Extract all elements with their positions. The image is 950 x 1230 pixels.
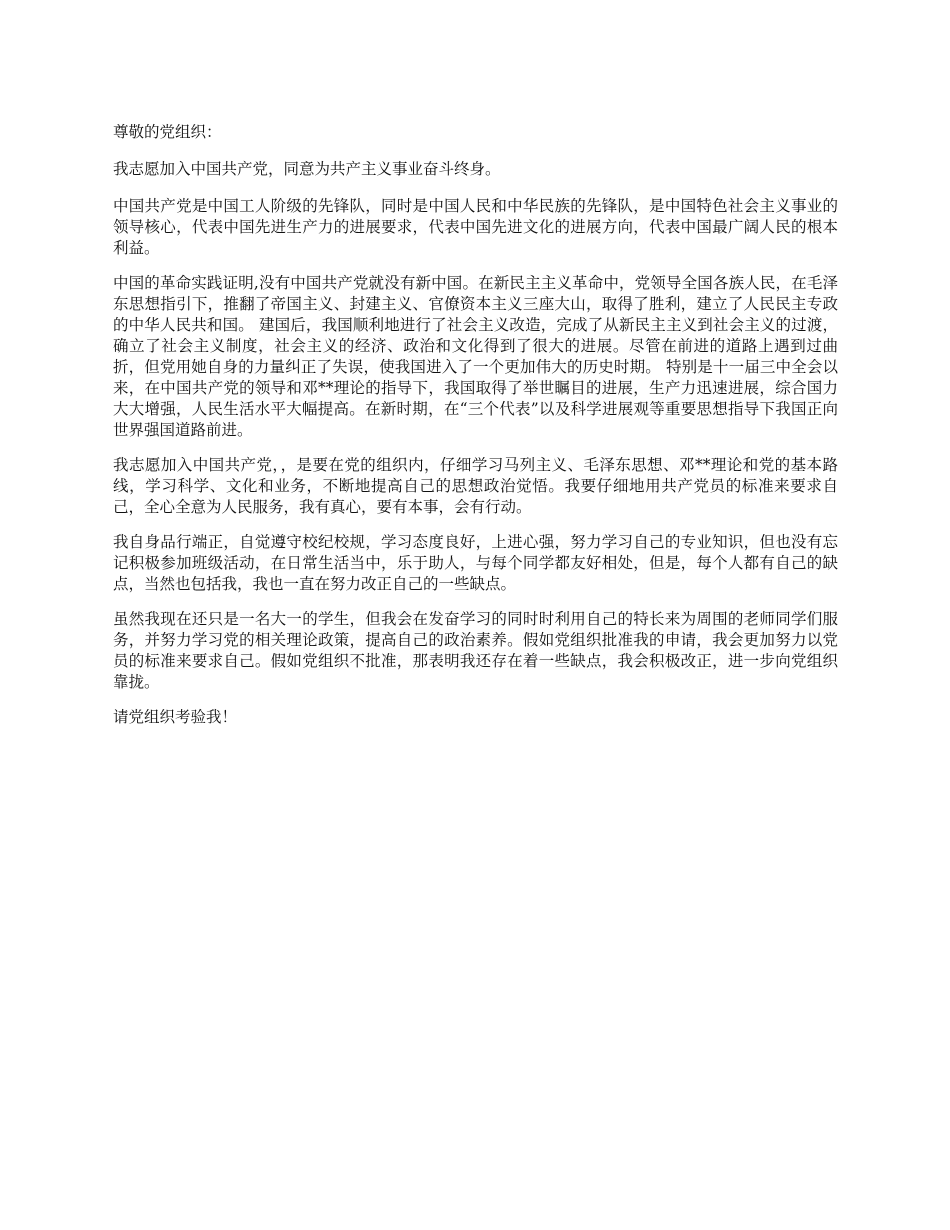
paragraph-closing: 请党组织考验我！ <box>113 708 238 726</box>
paragraph-party-nature: 中国共产党是中国工人阶级的先锋队，同时是中国人民和中华民族的先锋队，是中国特色社会主义事业的领导核心，代表中国先进生产力的进展要求，代表中国先进文化的进展方向，代表中国最广阔人民的根本利益。 <box>113 197 838 257</box>
paragraph-commitment: 虽然我现在还只是一名大一的学生，但我会在发奋学习的同时时利用自己的特长来为周围的老师同学们服务，并努力学习党的相关理论政策，提高自己的政治素养。假如党组织批准我的申请，我会更加努力以党员的标准来要求自己。假如党组织不批准，那表明我还存在着一些缺点，我会积极改正，进一步向党组织靠拢。 <box>113 610 838 691</box>
paragraph-pledge: 我志愿加入中国共产党，同意为共产主义事业奋斗终身。 <box>113 160 501 178</box>
paragraph-history: 中国的革命实践证明,没有中国共产党就没有新中国。在新民主主义革命中，党领导全国各族人民，在毛泽东思想指引下，推翻了帝国主义、封建主义、官僚资本主义三座大山，取得了胜利，建立了人民民主专政的中华人民共和国。 建国后，我国顺利地进行了社会主义改造，完成了从新民主主义到社会主义的过渡，确立了社会主义制度，社会主义的经济、政治和文化得到了很大的进展。尽管在前进的道路上遇到过曲折，但党用她自身的力量纠正了失误，使我国进入了一个更加伟大的历史时期。 特别是十一届三中全会以来，在中国共产党的领导和邓**理论的指导下，我国取得了举世瞩目的进展，生产力迅速进展，综合国力大大增强，人民生活水平大幅提高。在新时期，在“三个代表”以及科学进展观等重要思想指导下我国正向世界强国道路前进。 <box>113 274 838 439</box>
paragraph-motivation: 我志愿加入中国共产党，，是要在党的组织内，仔细学习马列主义、毛泽东思想、邓**理论和党的基本路线，学习科学、文化和业务，不断地提高自己的思想政治觉悟。我要仔细地用共产党员的标准来要求自己，全心全意为人民服务，我有真心，要有本事，会有行动。 <box>113 456 838 516</box>
paragraph-self-assessment: 我自身品行端正，自觉遵守校纪校规，学习态度良好，上进心强，努力学习自己的专业知识，但也没有忘记积极参加班级活动，在日常生活当中，乐于助人，与每个同学都友好相处，但是，每个人都有自己的缺点，当然也包括我，我也一直在努力改正自己的一些缺点。 <box>113 533 838 593</box>
salutation: 尊敬的党组织： <box>113 123 222 141</box>
letter-body <box>113 122 838 742</box>
